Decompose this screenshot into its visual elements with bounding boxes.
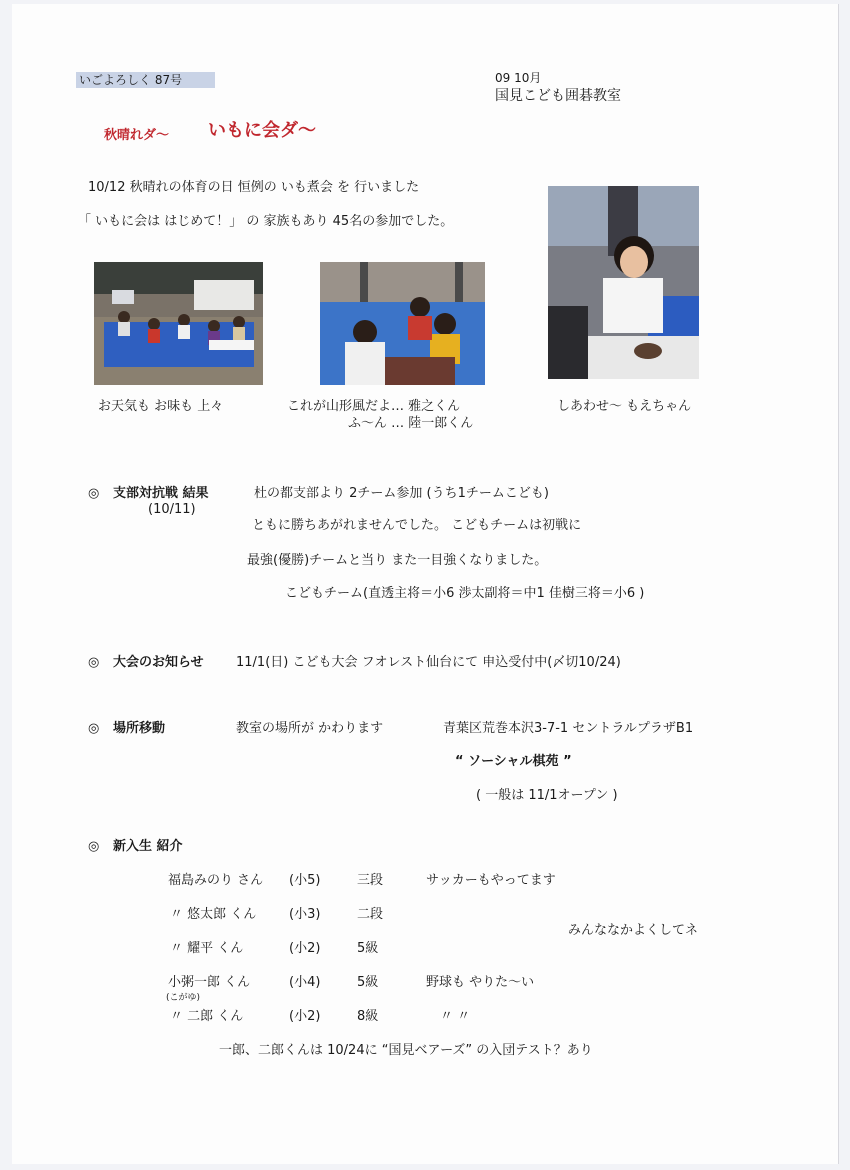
newcomer-rank: 二段 [357, 907, 384, 922]
bullet-relocation: ◎ [88, 721, 100, 736]
photo-caption-2a: これが山形風だよ… 雅之くん [287, 399, 461, 414]
match-line-1: 杜の都支部より 2チーム参加 (うち1チームこども) [254, 486, 549, 501]
match-date: (10/11) [148, 502, 196, 517]
newcomer-note: 〃 〃 [440, 1009, 471, 1024]
newcomer-name: 小粥一郎 くん [168, 975, 251, 990]
relocation-heading: 場所移動 [113, 721, 166, 736]
bullet-match: ◎ [88, 486, 100, 501]
match-line-2: ともに勝ちあがれませんでした。 こどもチームは初戦に [252, 518, 582, 533]
tournament-text: 11/1(日) こども大会 フオレスト仙台にて 申込受付中(〆切10/24) [236, 655, 621, 670]
newcomer-name: 〃 悠太郎 くん [170, 907, 257, 922]
photo-picnic-group [94, 262, 263, 385]
subtitle: 秋晴れダ～ [104, 128, 170, 143]
bullet-tournament: ◎ [88, 655, 100, 670]
newcomer-note: サッカーもやってます [426, 873, 556, 888]
issue-date: 09 10月 [495, 71, 542, 85]
venue-name: “ ソーシャル棋苑 ” [455, 754, 572, 769]
newcomer-note: 野球も やりた～い [426, 975, 535, 990]
school-name: 国見こども囲碁教室 [495, 88, 621, 104]
newcomer-rank: 8級 [357, 1009, 379, 1024]
newcomers-footer: 一郎、二郎くんは 10/24に “国見ベアーズ” の入団テスト？あり [219, 1043, 593, 1058]
intro-line-2: 「 いもに会は はじめて！」 の 家族もあり 45名の参加でした。 [78, 214, 454, 229]
newcomer-grade: (小2) [289, 941, 321, 956]
photo-caption-3: しあわせ～ もえちゃん [557, 399, 692, 414]
match-line-4: こどもチーム(直透主将＝小6 渉太副将＝中1 佳樹三将＝小6 ) [285, 586, 645, 601]
newcomers-heading: 新入生 紹介 [113, 839, 183, 854]
newcomer-name: 〃 二郎 くん [170, 1009, 244, 1024]
newcomers-side-note: みんななかよくしてネ [568, 923, 699, 938]
photo-caption-2b: ふ～ん … 陸一郎くん [348, 416, 474, 431]
newcomer-rank: 三段 [357, 873, 384, 888]
photo-eating-soup [320, 262, 485, 385]
page-title: いもに会ダ～ [208, 120, 316, 141]
issue-label: いごよろしく 87号 [76, 72, 215, 88]
newcomer-rank: 5級 [357, 975, 379, 990]
newcomer-grade: (小3) [289, 907, 321, 922]
newcomer-rank: 5級 [357, 941, 379, 956]
newcomer-name: 福島みのり さん [168, 873, 264, 888]
newcomer-grade: (小4) [289, 975, 321, 990]
newcomer-grade: (小5) [289, 873, 321, 888]
relocation-address: 青葉区荒巻本沢3-7-1 セントラルプラザB1 [443, 721, 694, 736]
bullet-newcomers: ◎ [88, 839, 100, 854]
match-line-3: 最強(優勝)チームと当り また一目強くなりました。 [247, 553, 548, 568]
furigana: (こがゆ) [166, 993, 201, 1003]
newcomer-name: 〃 耀平 くん [170, 941, 244, 956]
intro-line-1: 10/12 秋晴れの体育の日 恒例の いも煮会 を 行いました [88, 180, 420, 195]
tournament-heading: 大会のお知らせ [113, 655, 204, 670]
photo-caption-1: お天気も お味も 上々 [98, 399, 224, 414]
photo-happy-girl [548, 186, 699, 379]
venue-opening: ( 一般は 11/1オープン ) [476, 788, 618, 803]
match-heading: 支部対抗戦 結果 [113, 486, 209, 501]
newcomer-grade: (小2) [289, 1009, 321, 1024]
relocation-text: 教室の場所が かわります [236, 721, 384, 736]
